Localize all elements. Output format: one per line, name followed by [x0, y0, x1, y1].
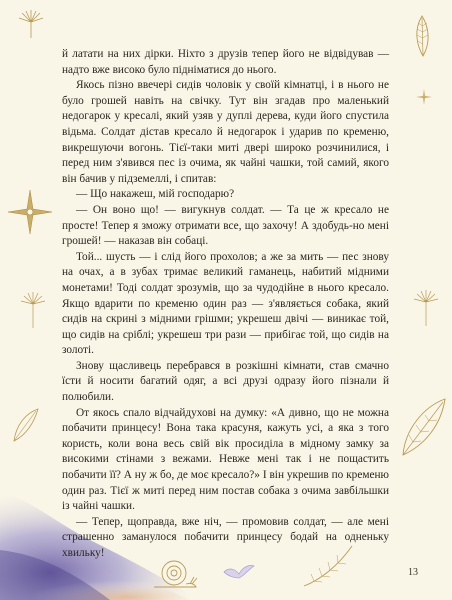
paragraph: Якось пізно ввечері сидів чоловік у своїй кімнатці, і в нього не було грошей навіть на свічку. Тут він згадав про маленький недогарок у кресалі, який узяв у дуплі дерева, куди його спустила відьма. Солдат дістав кресало й недогарок і ударив по кременю, викрешуючи вогонь. Тієї-таки миті двері широко розчинилися, і перед ним з'явився пес із очима, як чайні чашки, той самий, якого він бачив у підземеллі, і спитав:: [62, 79, 389, 185]
sparkle-icon: [415, 88, 433, 106]
bird-icon: [222, 560, 256, 586]
paragraph: — Що накажеш, мій господарю?: [76, 188, 235, 201]
paragraph: й латати на них дірки. Ніхто з друзів тепер його не відвідував — надто вже високо було підніматися до нього.: [62, 48, 389, 76]
page-number: 13: [408, 567, 418, 578]
dandelion-icon: [410, 288, 442, 328]
dandelion-icon: [18, 290, 48, 330]
paragraph: Той... шусть — і слід його прохолов; а же за мить — пес знову на очах, а в зубах тримає великий гаманець, набитий мідними монетами! Тоді солдат зрозумів, що за чудодійне в нього кресало. Якщо вдарити по кременю один раз — з'являється собака, який сидів на скрині з мідними грішми; укрешеш двічі — виникає той, що сидів на сріблі; укрешеш три рази — прибігає той, що сидів на золоті.: [62, 250, 389, 357]
leaf-icon: [10, 405, 40, 445]
paragraph: — Он воно що! — вигукнув солдат. — Та це ж кресало не просте! Тепер я зможу отримати все, що захочу! А здобудь-но мені грошей! — наказав він собаці.: [62, 203, 389, 248]
paragraph: Знову щасливець перебрався в розкішні кімнати, став смачно їсти й носити багатий одяг, а всі друзі одразу його пізнали й полюбили.: [62, 359, 389, 404]
paragraph: От якось спало відчайдухові на думку: «А дивно, що не можна побачити принцесу! Вона така красуня, кажуть усі, а яка з того користь, коли вона весь свій вік просиділа в мідному замку за високими стінами з вежами. Невже мені так і не пощастить побачити її? А ну ж бо, де моє кресало?» І він укрешив по кременю один раз. Тієї ж миті перед ним постав собака з очима завбільшки із чайні чашки.: [62, 406, 389, 513]
leaf-icon: [395, 395, 450, 460]
feather-icon: [408, 14, 438, 58]
story-text: [62, 47, 389, 562]
dandelion-icon: [14, 8, 48, 42]
paragraph: — Тепер, щоправда, вже ніч, — промовив солдат, — але мені страшенно заманулося побачити принцесу бодай на одненьку хвильку!: [62, 515, 389, 559]
compass-rose-icon: [6, 188, 54, 236]
